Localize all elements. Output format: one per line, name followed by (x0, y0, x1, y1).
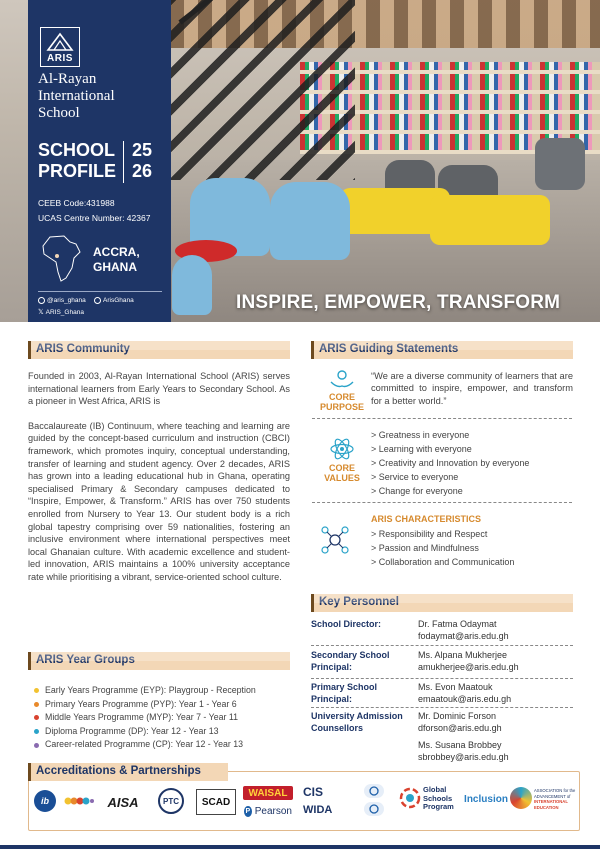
atom-icon (329, 437, 355, 461)
year-groups-heading: ARIS Year Groups (28, 652, 290, 670)
aaie-logo: ASSOCIATION for the ADVANCEMENT of INTERNATIONAL EDUCATION (534, 788, 576, 810)
personnel-email[interactable]: sbrobbey@aris.edu.gh (418, 751, 509, 762)
pearson-logo: P Pearson (245, 805, 292, 817)
personnel-role: School Director: (311, 619, 382, 629)
list-item: > Responsibility and Respect (371, 529, 488, 539)
characteristics-list (371, 527, 514, 569)
instagram-handle[interactable]: @aris_ghana (38, 297, 86, 304)
personnel-role: Secondary School Principal: (311, 650, 390, 672)
yellow-sofa (430, 195, 550, 245)
list-item: > Passion and Mindfulness (371, 543, 479, 553)
bullet-dot (34, 743, 39, 748)
logo-text: ARIS (47, 53, 73, 64)
hands-icon (329, 368, 355, 390)
list-item: > Greatness in everyone (371, 430, 470, 440)
scad-logo: SCAD (196, 789, 236, 815)
personnel-heading: Key Personnel (311, 594, 573, 612)
grey-armchair (535, 138, 585, 190)
ib-logo: ib (34, 790, 56, 812)
staircase (165, 0, 355, 180)
list-item: > Creativity and Innovation by everyone (371, 458, 530, 468)
programme-circles-icon (64, 794, 94, 808)
pearson-p-icon: P (245, 807, 251, 815)
personnel-role: Primary School Principal: (311, 682, 378, 704)
x-handle[interactable]: 𝕏 ARIS_Ghana (38, 308, 84, 316)
facebook-handle[interactable]: ArisGhana (94, 297, 134, 304)
bullet-dot (34, 702, 39, 707)
divider (38, 291, 162, 292)
personnel-name: Ms. Susana Brobbey (418, 740, 502, 750)
list-item: > Change for everyone (371, 486, 463, 496)
ucas-number: UCAS Centre Number: 42367 (38, 213, 151, 223)
list-item: > Collaboration and Communication (371, 557, 515, 567)
aris-logo (40, 27, 80, 67)
hero-tagline: INSPIRE, EMPOWER, TRANSFORM (236, 292, 561, 313)
location: ACCRA, GHANA (93, 245, 140, 274)
personnel-name: Mr. Dominic Forson (418, 711, 497, 721)
africa-map-icon (40, 234, 84, 284)
bullet-dot (34, 688, 39, 693)
identity-panel (28, 0, 171, 322)
school-name: Al-Rayan International School (38, 71, 115, 121)
list-item: > Learning with everyone (371, 444, 472, 454)
year-groups-list (34, 684, 256, 752)
ceeb-code: CEEB Code:431988 (38, 198, 115, 208)
cis-logo: CIS (303, 785, 324, 799)
instagram-icon (38, 297, 45, 304)
core-purpose-block: CORE PURPOSE (316, 368, 368, 412)
network-people-icon (320, 525, 350, 555)
blue-chair (270, 182, 350, 260)
global-schools-icon (398, 786, 422, 810)
personnel-email[interactable]: fodaymat@aris.edu.gh (418, 630, 509, 641)
academic-year: 25 26 (132, 140, 153, 181)
divider (312, 418, 572, 419)
personnel-name: Ms. Evon Maatouk (418, 682, 493, 692)
inclusion-logo: Inclusion (464, 793, 508, 805)
footer-band (0, 845, 600, 849)
partner-badge-icon (364, 784, 384, 798)
divider (311, 678, 573, 679)
x-icon: 𝕏 (38, 309, 44, 316)
divider (311, 645, 573, 646)
personnel-email[interactable]: emaatouk@aris.edu.gh (418, 693, 512, 704)
community-text (28, 370, 290, 596)
blue-chair (172, 255, 212, 315)
divider (123, 141, 124, 183)
ib-programmes-logo (64, 792, 94, 810)
list-item: Early Years Programme (EYP): Playgroup - Reception (34, 684, 256, 698)
aaie-globe-icon (510, 787, 532, 809)
divider (312, 502, 572, 503)
ptc-logo: PTC (158, 788, 184, 814)
list-item: > Service to everyone (371, 472, 459, 482)
community-heading: ARIS Community (28, 341, 290, 359)
divider (311, 707, 573, 708)
personnel-email[interactable]: amukherjee@aris.edu.gh (418, 661, 519, 672)
personnel-name: Ms. Alpana Mukherjee (418, 650, 508, 660)
characteristics-block (318, 525, 352, 555)
aisa-logo: AISA (107, 794, 139, 810)
community-paragraph: Founded in 2003, Al-Rayan International School (ARIS) serves international learners from Early Years to Secondary School. As a pioneer in West Africa, ARIS is (28, 371, 290, 407)
waisal-logo: WAISAL (243, 786, 293, 800)
personnel-role: University Admission Counsellors (311, 711, 403, 733)
partner-badge-icon (364, 802, 384, 816)
characteristics-title: ARIS CHARACTERISTICS (371, 514, 482, 524)
core-purpose-quote: “We are a diverse community of learners that are committed to inspire, empower, and transform for a better world.” (371, 371, 573, 406)
list-item: Diploma Programme (DP): Year 12 - Year 13 (34, 725, 256, 739)
profile-title: SCHOOL PROFILE (38, 140, 117, 181)
list-item: Primary Years Programme (PYP): Year 1 - Year 6 (34, 698, 256, 712)
global-schools-logo: Global Schools Program (423, 785, 454, 812)
community-paragraph: Baccalaureate (IB) Continuum, where teaching and learning are guided by the concept-based curriculum and instruction (CBCI) framework, which promotes inquiry, conceptual understanding, transfer of learning and student agency. Over 2 decades, ARIS has grown into a leading educational hub in Ghana, operating specialised Primary & Secondary campuses dedicated to “Inspire, Empower, & Transform.” ARIS has over 750 students enrolled from Nursery to Year 13. Our student body is a rich global tapestry comprising over 59 nationalities, fostering an inclusive environment where international perspectives meet local Ghanaian culture. With academic excellence and student-led innovation, ARIS maintains a 100% university acceptance rate while prioritising a vibrant, service-oriented school culture. (28, 420, 290, 582)
list-item: Career-related Programme (CP): Year 12 - Year 13 (34, 738, 256, 752)
school-codes (38, 196, 150, 226)
facebook-icon (94, 297, 101, 304)
list-item: Middle Years Programme (MYP): Year 7 - Year 11 (34, 711, 256, 725)
bullet-dot (34, 715, 39, 720)
core-values-list (371, 428, 529, 498)
wida-logo: WIDA (303, 804, 333, 816)
guiding-heading: ARIS Guiding Statements (311, 341, 573, 359)
personnel-email[interactable]: dforson@aris.edu.gh (418, 722, 502, 733)
mountain-logo-icon (46, 32, 74, 52)
bullet-dot (34, 729, 39, 734)
personnel-name: Dr. Fatma Odaymat (418, 619, 497, 629)
accreditations-heading: Accreditations & Partnerships (28, 763, 228, 781)
core-values-block: CORE VALUES (316, 437, 368, 483)
